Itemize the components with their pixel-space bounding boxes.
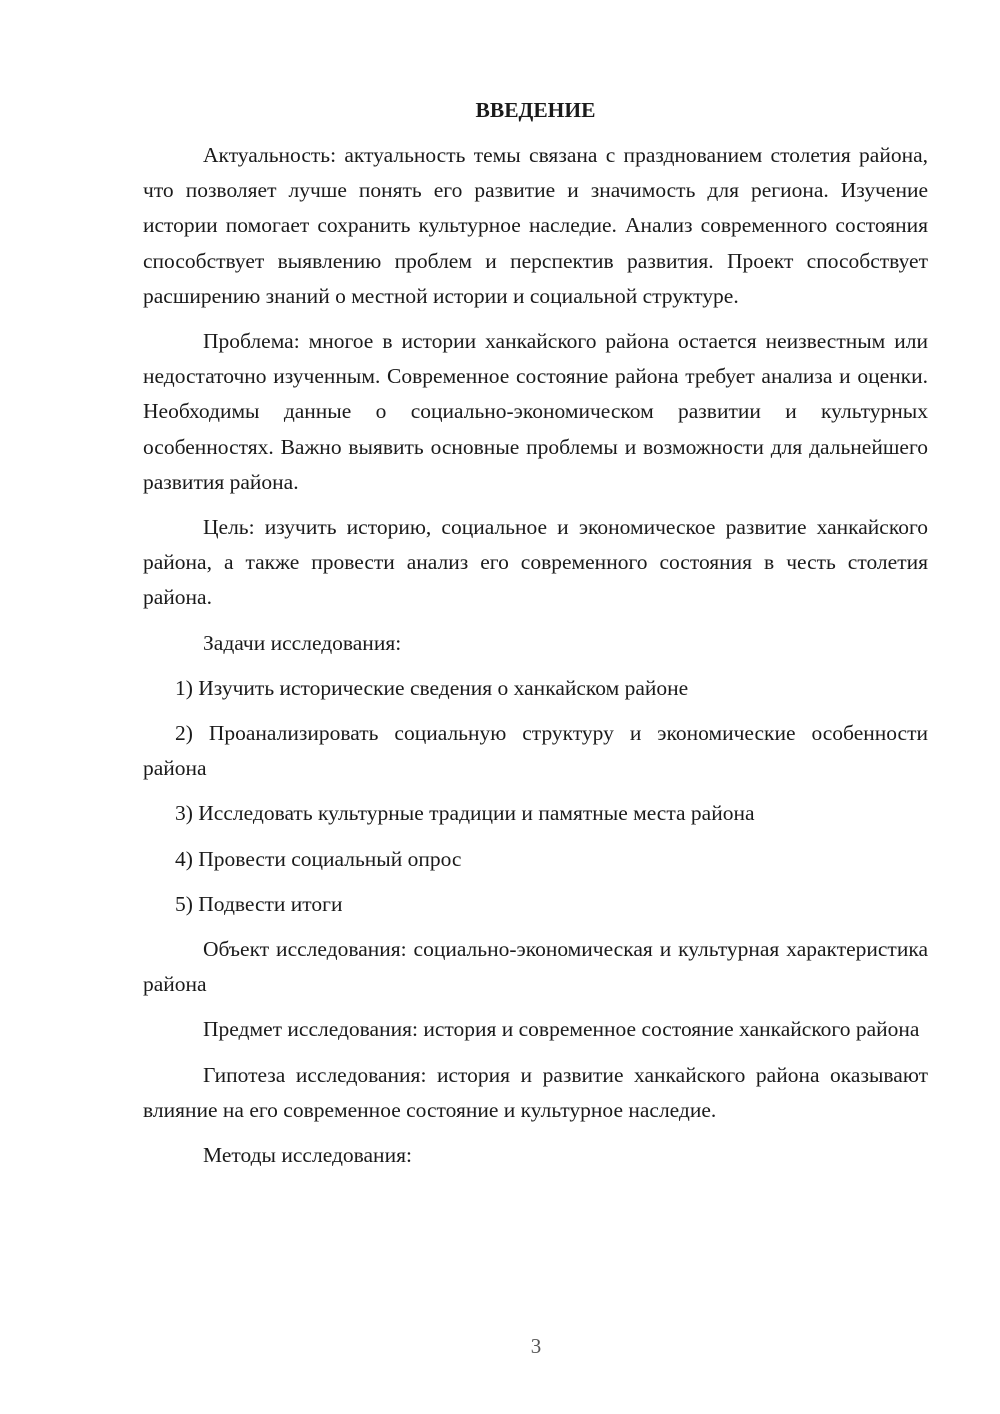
task-item: 2) Проанализировать социальную структуру и экономические особенности района [143, 721, 928, 781]
page-number: 3 [530, 1334, 542, 1358]
task-item: 3) Исследовать культурные традиции и памятные места района [175, 801, 755, 826]
paragraph-object: Объект исследования: социально-экономическая и культурная характеристика района [143, 937, 928, 997]
paragraph-goal: Цель: изучить историю, социальное и экономическое развитие ханкайского района, а также провести анализ его современного состояния в честь столетия района. [143, 515, 928, 610]
task-item: 1) Изучить исторические сведения о ханкайском районе [175, 675, 689, 700]
paragraph-hypothesis: Гипотеза исследования: история и развитие ханкайского района оказывают влияние на его современное состояние и культурное наследие. [143, 1062, 928, 1122]
task-item: 5) Подвести итоги [175, 891, 343, 916]
task-item: 4) Провести социальный опрос [175, 846, 462, 871]
section-title: ВВЕДЕНИЕ [475, 98, 596, 122]
document-page [143, 94, 928, 1183]
tasks-heading: Задачи исследования: [203, 630, 402, 655]
paragraph-problem: Проблема: многое в истории ханкайского района остается неизвестным или недостаточно изученным. Современное состояние района требует анализа и оценки. Необходимы данные о социально-экономическом развитии и культурных особенностях. Важно выявить основные проблемы и возможности для дальнейшего развития района. [143, 329, 928, 494]
methods-heading: Методы исследования: [203, 1143, 412, 1168]
paragraph-relevance: Актуальность: актуальность темы связана с празднованием столетия района, что позволяет лучше понять его развитие и значимость для региона. Изучение истории помогает сохранить культурное наследие. Анализ современного состояния способствует выявлению проблем и перспектив развития. Проект способствует расширению знаний о местной истории и социальной структуре. [143, 143, 928, 308]
paragraph-subject: Предмет исследования: история и современное состояние ханкайского района [203, 1017, 920, 1042]
